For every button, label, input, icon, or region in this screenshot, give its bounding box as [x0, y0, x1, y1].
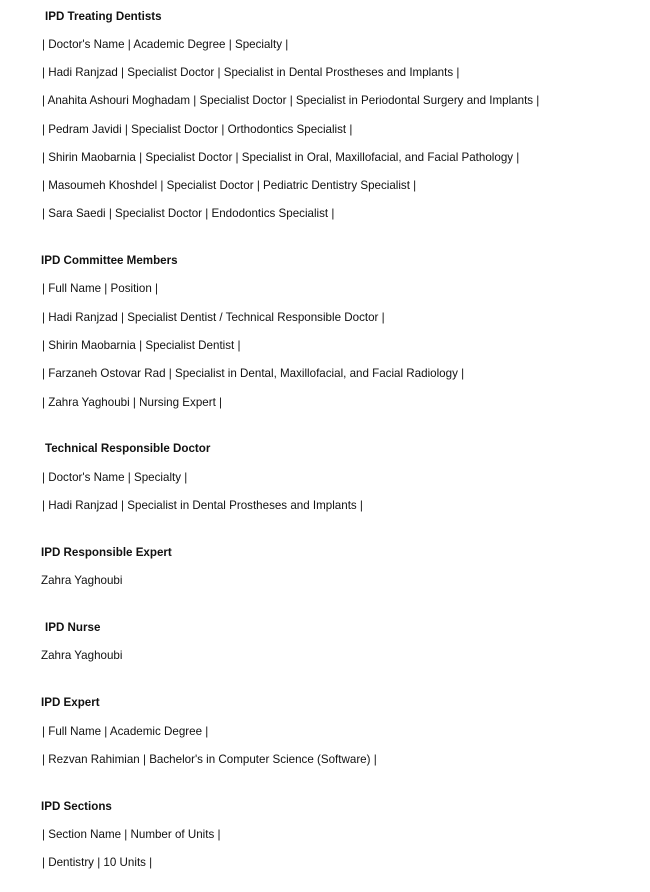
- table-row: | Zahra Yaghoubi | Nursing Expert |: [42, 396, 223, 409]
- table-row: Zahra Yaghoubi: [41, 649, 123, 662]
- table-row: | Masoumeh Khoshdel | Specialist Doctor | Pediatric Dentistry Specialist |: [42, 179, 417, 192]
- table-row: | Sara Saedi | Specialist Doctor | Endodontics Specialist |: [42, 207, 335, 220]
- table-header-row: | Full Name | Academic Degree |: [42, 725, 209, 738]
- section-heading: IPD Responsible Expert: [41, 546, 172, 559]
- section-heading: IPD Sections: [41, 800, 112, 813]
- table-row: | Shirin Maobarnia | Specialist Doctor | Specialist in Oral, Maxillofacial, and Facial Pathology |: [42, 151, 520, 164]
- table-header-row: | Doctor's Name | Academic Degree | Specialty |: [42, 38, 289, 51]
- table-row: | Dentistry | 10 Units |: [42, 856, 153, 869]
- table-row: | Hadi Ranjzad | Specialist in Dental Prostheses and Implants |: [42, 499, 363, 512]
- table-row: | Shirin Maobarnia | Specialist Dentist |: [42, 339, 241, 352]
- table-header-row: | Full Name | Position |: [42, 282, 158, 295]
- table-header-row: | Section Name | Number of Units |: [42, 828, 221, 841]
- table-row: | Farzaneh Ostovar Rad | Specialist in Dental, Maxillofacial, and Facial Radiology |: [42, 367, 465, 380]
- table-row: | Pedram Javidi | Specialist Doctor | Orthodontics Specialist |: [42, 123, 353, 136]
- section-heading: IPD Committee Members: [41, 254, 178, 267]
- table-row: | Hadi Ranjzad | Specialist Dentist / Technical Responsible Doctor |: [42, 311, 385, 324]
- section-heading: IPD Nurse: [45, 621, 101, 634]
- table-row: | Hadi Ranjzad | Specialist Doctor | Specialist in Dental Prostheses and Implants |: [42, 66, 460, 79]
- table-header-row: | Doctor's Name | Specialty |: [42, 471, 188, 484]
- section-heading: Technical Responsible Doctor: [45, 442, 211, 455]
- section-heading: IPD Treating Dentists: [45, 10, 162, 23]
- table-row: Zahra Yaghoubi: [41, 574, 123, 587]
- section-heading: IPD Expert: [41, 696, 100, 709]
- table-row: | Anahita Ashouri Moghadam | Specialist Doctor | Specialist in Periodontal Surgery and Implants |: [42, 94, 540, 107]
- table-row: | Rezvan Rahimian | Bachelor's in Computer Science (Software) |: [42, 753, 377, 766]
